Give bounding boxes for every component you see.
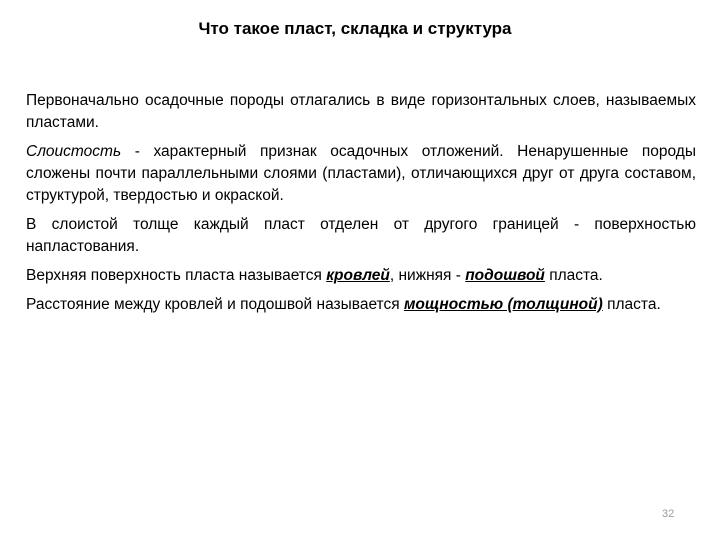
paragraph-stratification	[26, 141, 696, 207]
paragraph-layers	[26, 90, 696, 134]
term-floor: подошвой	[465, 267, 545, 284]
slide-body	[26, 90, 696, 323]
slide-title: Что такое пласт, складка и структура	[198, 19, 512, 38]
paragraph-thickness	[26, 294, 696, 316]
paragraph-layers-text: Первоначально осадочные породы отлагались в виде горизонтальных слоев, называемых пластами.	[26, 92, 696, 131]
term-roof: кровлей	[326, 267, 390, 284]
page-number: 32	[662, 508, 675, 520]
paragraph-roof-floor-before: Верхняя поверхность пласта называется	[26, 267, 327, 284]
paragraph-bedding-surface-text: В слоистой толще каждый пласт отделен от другого границей - поверхностью напластования.	[26, 216, 696, 255]
paragraph-thickness-after: пласта.	[602, 296, 661, 313]
paragraph-roof-floor	[26, 265, 696, 287]
term-stratification: Слоистость	[26, 143, 122, 160]
paragraph-stratification-text: - характерный признак осадочных отложений. Ненарушенные породы сложены почти параллельными слоями (пластами), отличающихся друг от друга составом, структурой, твердостью и окраской.	[26, 143, 696, 204]
paragraph-roof-floor-after: пласта.	[544, 267, 603, 284]
paragraph-bedding-surface	[26, 214, 696, 258]
paragraph-roof-floor-middle: , нижняя -	[389, 267, 466, 284]
term-thickness: мощностью (толщиной)	[403, 296, 603, 313]
paragraph-thickness-before: Расстояние между кровлей и подошвой называется	[26, 296, 404, 313]
